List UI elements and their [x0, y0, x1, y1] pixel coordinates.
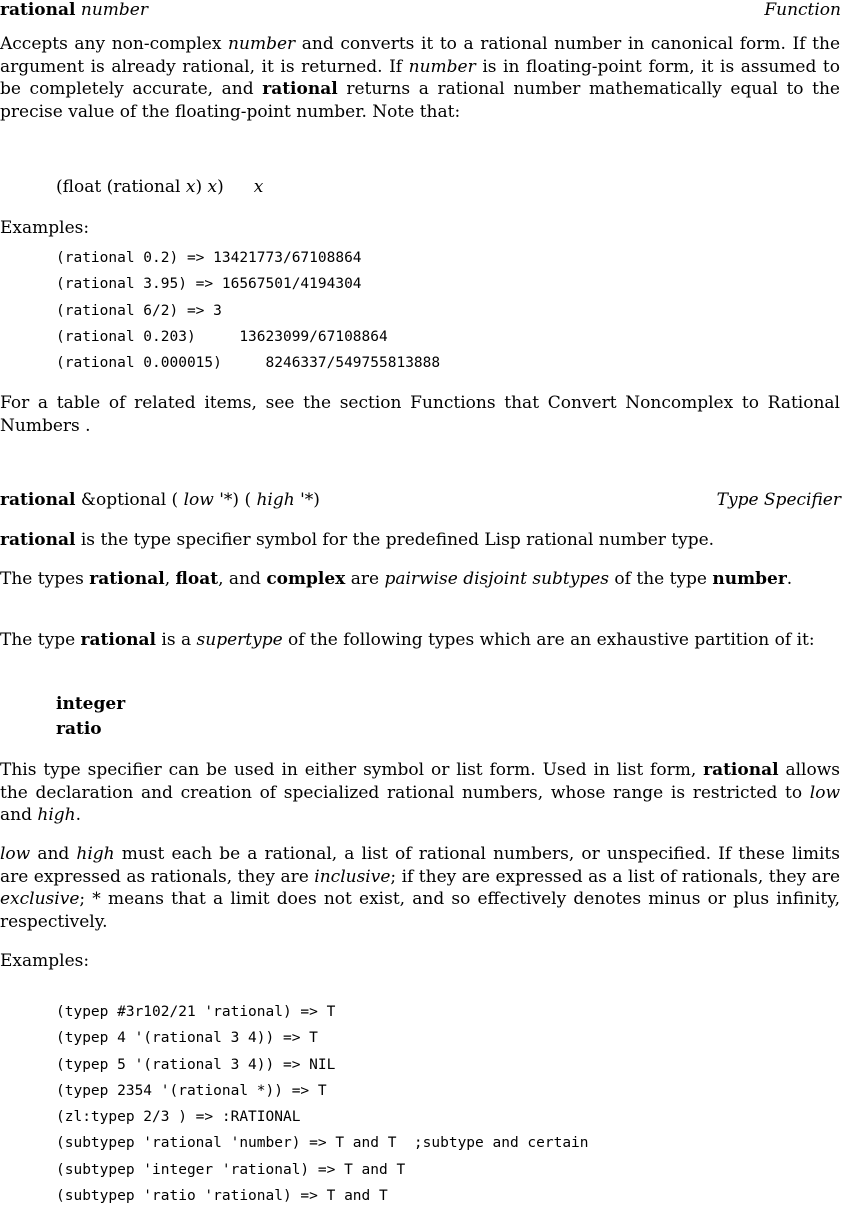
function-examples	[56, 245, 440, 376]
subtype-item: integer	[56, 694, 126, 714]
entry-signature	[0, 0, 148, 20]
type-examples	[56, 999, 589, 1209]
examples-label: Examples:	[0, 218, 90, 238]
subtype-item: ratio	[56, 719, 102, 739]
identity-formula: (float (rational x) x) x	[56, 177, 264, 197]
code-line: (zl:typep 2/3 ) => :RATIONAL	[56, 1109, 301, 1126]
code-line: (subtypep 'ratio 'rational) => T and T	[56, 1188, 388, 1205]
code-line: (typep 5 '(rational 3 4)) => NIL	[56, 1056, 336, 1073]
entry-name: rational	[0, 0, 76, 20]
see-also: For a table of related items, see the section Functions that Convert Noncomplex to Rational Numbers .	[0, 393, 840, 436]
code-line: (rational 3.95) => 16567501/4194304	[56, 276, 362, 293]
code-line: (rational 0.2) => 13421773/67108864	[56, 250, 362, 266]
code-line: (rational 0.203) 13623099/67108864	[56, 328, 388, 345]
code-line: (typep #3r102/21 'rational) => T	[56, 1004, 336, 1020]
entry-header-type-specifier	[0, 490, 843, 512]
type-paragraph-3: The type rational is a supertype of the following types which are an exhaustive partition of it:	[0, 630, 815, 650]
code-line: (typep 4 '(rational 3 4)) => T	[56, 1030, 318, 1047]
subtype-list	[56, 692, 125, 742]
type-paragraph-5: low and high must each be a rational, a list of rational numbers, or unspecified. If these limits are expressed as rationals, they are inclusive; if they are expressed as a list of rationals, they are exclusive; * means that a limit does not exist, and so effectively denotes minus or plus infinity, respectively.	[0, 844, 840, 932]
function-description: Accepts any non-complex number and converts it to a rational number in canonical form. If the argument is already rational, it is returned. If number is in floating-point form, it is assumed to be completely accurate, and rational returns a rational number mathematically equal to the precise value of the floating-point number. Note that:	[0, 34, 841, 122]
type-paragraph-4: This type specifier can be used in either symbol or list form. Used in list form, rational allows the declaration and creation of specialized rational numbers, whose range is restricted to low and high.	[0, 760, 840, 825]
code-line: (subtypep 'rational 'number) => T and T ;subtype and certain	[56, 1135, 589, 1152]
entry-kind: Function	[764, 0, 841, 20]
entry-kind: Type Specifier	[716, 490, 841, 510]
code-line: (typep 2354 '(rational *)) => T	[56, 1082, 327, 1099]
type-syntax: rational &optional ( low '*) ( high '*)	[0, 490, 320, 510]
entry-arg: number	[80, 0, 148, 20]
code-line: (subtypep 'integer 'rational) => T and T	[56, 1161, 406, 1178]
code-line: (rational 0.000015) 8246337/549755813888	[56, 355, 441, 372]
examples-label: Examples:	[0, 951, 90, 971]
type-paragraph-2: The types rational, float, and complex are pairwise disjoint subtypes of the type number.	[0, 569, 793, 589]
code-line: (rational 6/2) => 3	[56, 302, 222, 319]
type-paragraph-1: rational is the type specifier symbol for the predefined Lisp rational number type.	[0, 530, 715, 550]
entry-header-function	[0, 0, 843, 22]
